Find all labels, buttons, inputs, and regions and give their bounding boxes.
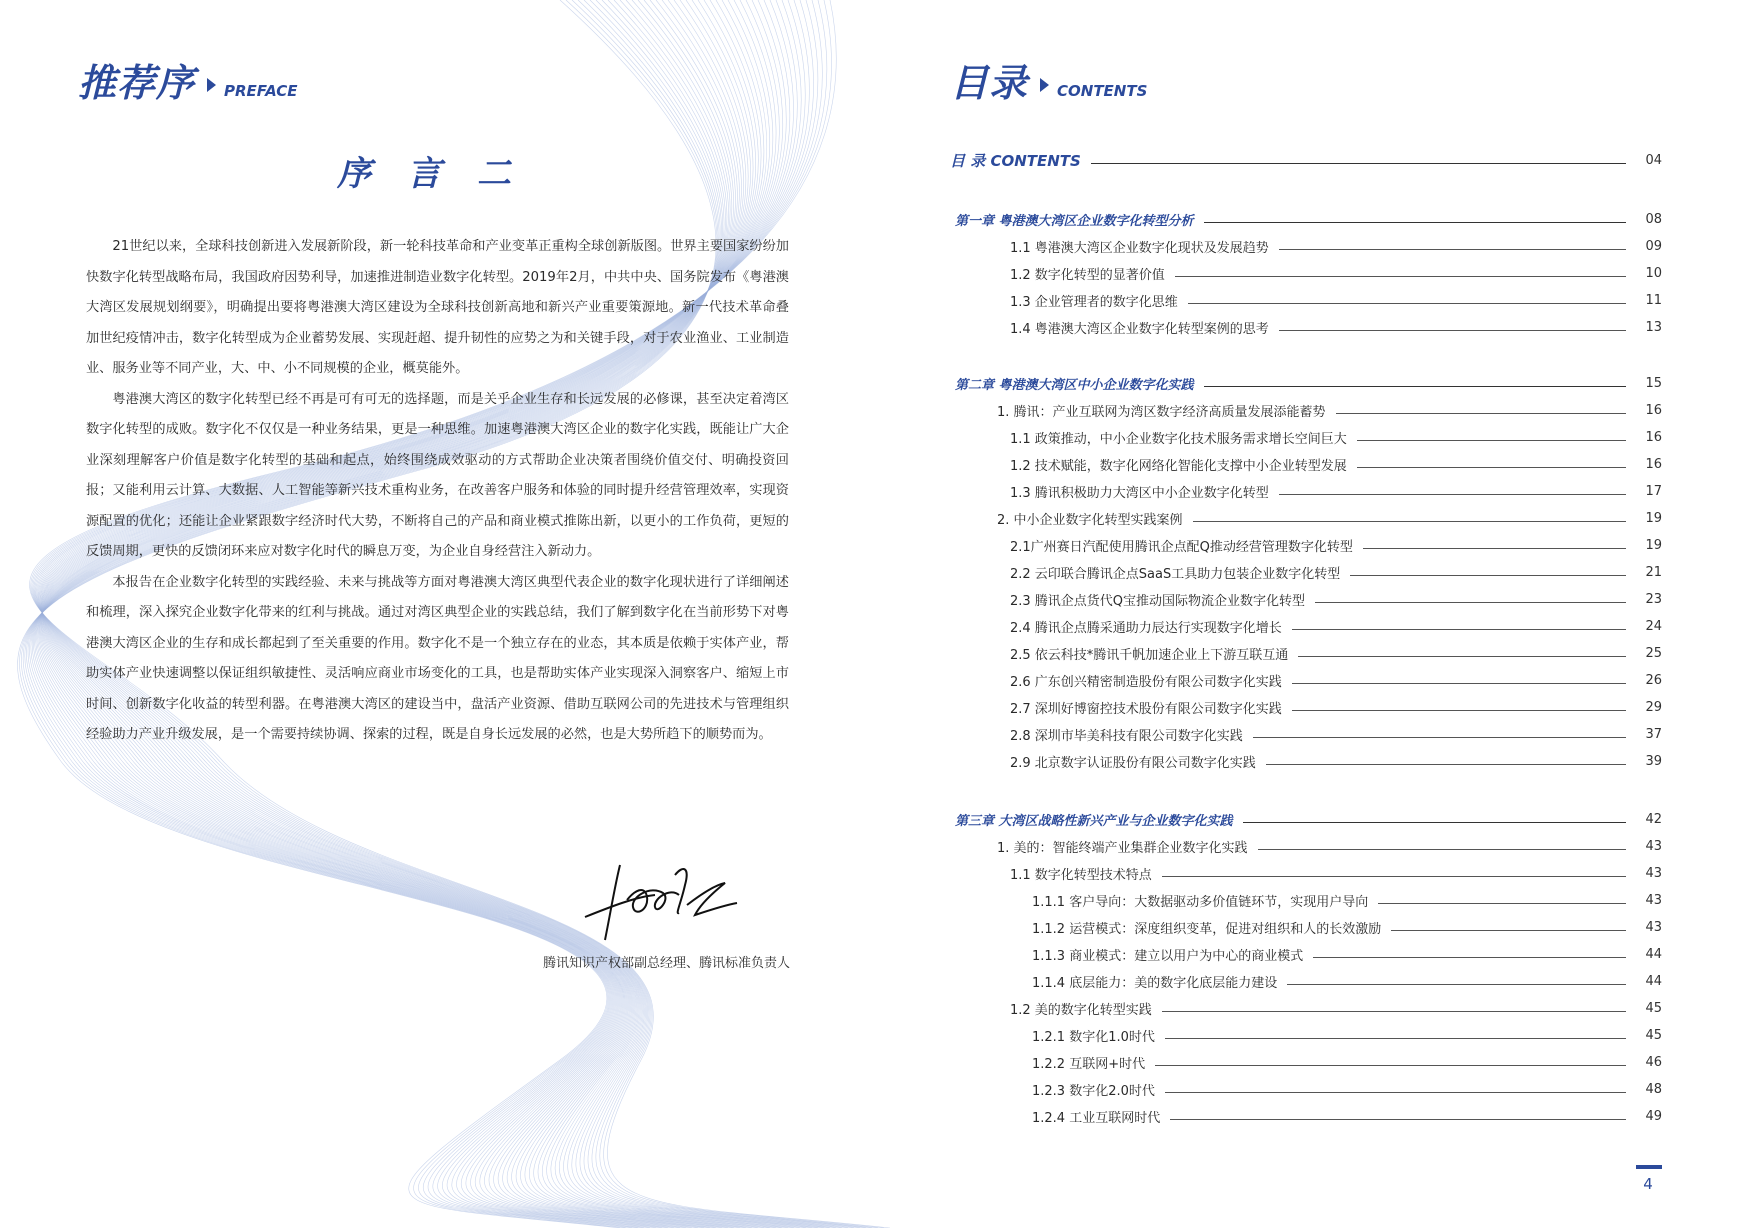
toc-entry[interactable] bbox=[950, 695, 1662, 719]
toc-entry[interactable] bbox=[950, 996, 1662, 1020]
preface-title: 序 言 二 bbox=[337, 154, 523, 194]
handwritten-signature bbox=[575, 855, 745, 945]
toc-entry-page: 48 bbox=[1645, 1081, 1662, 1097]
toc-leader-line bbox=[1188, 303, 1626, 304]
toc-entry[interactable] bbox=[950, 1077, 1662, 1101]
toc-entry-page: 09 bbox=[1645, 238, 1662, 254]
toc-entry-label: 1.2.1 数字化1.0时代 bbox=[1032, 1029, 1155, 1045]
toc-entry[interactable] bbox=[950, 722, 1662, 746]
toc-leader-line bbox=[1204, 222, 1626, 223]
toc-entry-label: 2.2 云印联合腾讯企点SaaS工具助力包装企业数字化转型 bbox=[1010, 566, 1341, 582]
toc-entry[interactable] bbox=[950, 1050, 1662, 1074]
toc-leader-line bbox=[1175, 276, 1626, 277]
toc-entry-page: 43 bbox=[1645, 865, 1662, 881]
toc-entry[interactable] bbox=[950, 807, 1662, 831]
toc-entry-label: 1.1 粤港澳大湾区企业数字化现状及发展趋势 bbox=[1010, 240, 1269, 256]
preface-paragraph: 本报告在企业数字化转型的实践经验、未来与挑战等方面对粤港澳大湾区典型代表企业的数字化现状进行了详细阐述和梳理，深入探究企业数字化带来的红利与挑战。通过对湾区典型企业的实践总结，我们了解到数字化在当前形势下对粤港澳大湾区企业的生存和成长都起到了至关重要的作用。数字化不是一个独立存在的业态，其本质是依赖于实体产业，帮助实体产业快速调整以保证组织敏捷性、灵活响应商业市场变化的工具，也是帮助实体产业实现深入洞察客户、缩短上市时间、创新数字化收益的转型利器。在粤港澳大湾区的建设当中，盘活产业资源、借助互联网公司的先进技术与管理组织经验助力产业升级发展，是一个需要持续协调、探索的过程，既是自身长远发展的必然，也是大势所趋下的顺势而为。 bbox=[86, 574, 789, 742]
toc-entry-page: 46 bbox=[1645, 1054, 1662, 1070]
toc-entry-label: 1.4 粤港澳大湾区企业数字化转型案例的思考 bbox=[1010, 321, 1269, 337]
toc-entry[interactable] bbox=[950, 861, 1662, 885]
toc-leader-line bbox=[1170, 1119, 1626, 1120]
toc-entry[interactable] bbox=[950, 506, 1662, 530]
toc-leader-line bbox=[1279, 330, 1626, 331]
toc-entry[interactable] bbox=[950, 207, 1662, 231]
toc-entry-label: 2.3 腾讯企点货代Q宝推动国际物流企业数字化转型 bbox=[1010, 593, 1306, 609]
toc-leader-line bbox=[1253, 737, 1626, 738]
toc-entry-page: 15 bbox=[1645, 375, 1662, 391]
toc-entry[interactable] bbox=[950, 834, 1662, 858]
toc-entry-page: 16 bbox=[1645, 456, 1662, 472]
signature-caption: 腾讯知识产权部副总经理、腾讯标准负责人 bbox=[542, 956, 790, 971]
toc-leader-line bbox=[1204, 386, 1626, 387]
toc-leader-line bbox=[1292, 629, 1626, 630]
toc-leader-line bbox=[1287, 984, 1626, 985]
toc-entry-page: 17 bbox=[1645, 483, 1662, 499]
toc-entry-label: 2.5 依云科技*腾讯千帆加速企业上下游互联互通 bbox=[1010, 647, 1289, 663]
toc-entry[interactable] bbox=[950, 668, 1662, 692]
contents-header-subtitle: CONTENTS bbox=[1057, 82, 1148, 100]
toc-entry-page: 43 bbox=[1645, 838, 1662, 854]
toc-entry[interactable] bbox=[950, 560, 1662, 584]
toc-entry-label: 目 录 CONTENTS bbox=[950, 151, 1081, 170]
toc-leader-line bbox=[1162, 876, 1626, 877]
toc-entry[interactable] bbox=[950, 614, 1662, 638]
toc-entry-page: 04 bbox=[1645, 152, 1662, 168]
toc-leader-line bbox=[1279, 249, 1626, 250]
toc-entry-page: 13 bbox=[1645, 319, 1662, 335]
toc-entry[interactable] bbox=[950, 1023, 1662, 1047]
toc-leader-line bbox=[1258, 849, 1626, 850]
toc-leader-line bbox=[1279, 494, 1626, 495]
toc-entry[interactable] bbox=[950, 533, 1662, 557]
preface-header-subtitle: PREFACE bbox=[224, 82, 298, 100]
toc-entry-page: 45 bbox=[1645, 1027, 1662, 1043]
toc-entry-label: 第二章 粤港澳大湾区中小企业数字化实践 bbox=[955, 377, 1194, 393]
toc-entry[interactable] bbox=[950, 479, 1662, 503]
play-triangle-icon bbox=[207, 78, 216, 92]
page-number-bar bbox=[1636, 1165, 1662, 1169]
toc-entry-page: 19 bbox=[1645, 537, 1662, 553]
toc-leader-line bbox=[1313, 957, 1626, 958]
toc-leader-line bbox=[1091, 163, 1626, 164]
preface-header-title: 推荐序 bbox=[78, 61, 196, 105]
toc-entry[interactable] bbox=[950, 425, 1662, 449]
toc-entry-label: 1. 美的：智能终端产业集群企业数字化实践 bbox=[997, 840, 1248, 856]
toc-entry-page: 44 bbox=[1645, 973, 1662, 989]
toc-entry-page: 19 bbox=[1645, 510, 1662, 526]
toc-entry-label: 2.8 深圳市毕美科技有限公司数字化实践 bbox=[1010, 728, 1243, 744]
toc-entry-label: 1.2.2 互联网+时代 bbox=[1032, 1056, 1146, 1072]
toc-entry-page: 08 bbox=[1645, 211, 1662, 227]
toc-entry-page: 11 bbox=[1645, 292, 1662, 308]
page-number: 4 bbox=[1643, 1175, 1653, 1193]
toc-entry-label: 1.2 技术赋能，数字化网络化智能化支撑中小企业转型发展 bbox=[1010, 458, 1347, 474]
toc-entry[interactable] bbox=[950, 888, 1662, 912]
toc-leader-line bbox=[1243, 822, 1626, 823]
toc-entry-label: 第一章 粤港澳大湾区企业数字化转型分析 bbox=[955, 213, 1194, 229]
toc-leader-line bbox=[1162, 1011, 1626, 1012]
contents-header-title: 目录 bbox=[950, 61, 1029, 105]
toc-entry-label: 1.1.3 商业模式：建立以用户为中心的商业模式 bbox=[1032, 948, 1304, 964]
toc-entry-page: 25 bbox=[1645, 645, 1662, 661]
toc-leader-line bbox=[1292, 710, 1626, 711]
toc-entry[interactable] bbox=[950, 1104, 1662, 1128]
toc-entry-label: 1.2.3 数字化2.0时代 bbox=[1032, 1083, 1155, 1099]
toc-entry[interactable] bbox=[950, 942, 1662, 966]
toc-entry-label: 1.2.4 工业互联网时代 bbox=[1032, 1110, 1161, 1126]
toc-entry-label: 1.1.4 底层能力：美的数字化底层能力建设 bbox=[1032, 975, 1278, 991]
toc-entry-page: 29 bbox=[1645, 699, 1662, 715]
toc-leader-line bbox=[1357, 440, 1626, 441]
toc-entry-label: 第三章 大湾区战略性新兴产业与企业数字化实践 bbox=[955, 813, 1233, 829]
toc-entry-label: 2.4 腾讯企点腾采通助力辰达行实现数字化增长 bbox=[1010, 620, 1282, 636]
toc-entry-label: 1.2 美的数字化转型实践 bbox=[1010, 1002, 1152, 1018]
preface-body bbox=[86, 232, 789, 751]
toc-entry-label: 2.1广州赛日汽配使用腾讯企点配Q推动经营管理数字化转型 bbox=[1010, 539, 1353, 555]
toc-entry-page: 45 bbox=[1645, 1000, 1662, 1016]
toc-entry-page: 37 bbox=[1645, 726, 1662, 742]
toc-entry-label: 1.1.1 客户导向：大数据驱动多价值链环节，实现用户导向 bbox=[1032, 894, 1369, 910]
toc-entry[interactable] bbox=[950, 288, 1662, 312]
toc-entry[interactable] bbox=[950, 641, 1662, 665]
toc-entry[interactable] bbox=[950, 915, 1662, 939]
preface-paragraph: 21世纪以来，全球科技创新进入发展新阶段，新一轮科技革命和产业变革正重构全球创新版图。世界主要国家纷纷加快数字化转型战略布局，我国政府因势利导，加速推进制造业数字化转型。2019年2月，中共中央、国务院发布《粤港澳大湾区发展规划纲要》，明确提出要将粤港澳大湾区建设为全球科技创新高地和新兴产业重要策源地。新一代技术革命叠加世纪疫情冲击，数字化转型成为企业蓄势发展、实现赶超、提升韧性的应势之为和关键手段，对于农业渔业、工业制造业、服务业等不同产业，大、中、小不同规模的企业，概莫能外。 bbox=[86, 239, 789, 376]
toc-entry-page: 16 bbox=[1645, 402, 1662, 418]
toc-leader-line bbox=[1165, 1038, 1626, 1039]
toc-entry[interactable] bbox=[950, 587, 1662, 611]
toc-entry-page: 10 bbox=[1645, 265, 1662, 281]
table-of-contents bbox=[950, 0, 1662, 1228]
toc-entry-label: 1.3 企业管理者的数字化思维 bbox=[1010, 294, 1178, 310]
toc-leader-line bbox=[1378, 903, 1626, 904]
toc-leader-line bbox=[1193, 521, 1626, 522]
toc-entry[interactable] bbox=[950, 148, 1662, 172]
toc-entry-label: 1.1 政策推动，中小企业数字化技术服务需求增长空间巨大 bbox=[1010, 431, 1347, 447]
toc-entry-label: 2.7 深圳好博窗控技术股份有限公司数字化实践 bbox=[1010, 701, 1282, 717]
toc-entry[interactable] bbox=[950, 969, 1662, 993]
toc-entry-page: 26 bbox=[1645, 672, 1662, 688]
toc-entry-page: 42 bbox=[1645, 811, 1662, 827]
toc-entry[interactable] bbox=[950, 371, 1662, 395]
toc-entry-page: 23 bbox=[1645, 591, 1662, 607]
toc-entry-label: 2. 中小企业数字化转型实践案例 bbox=[997, 512, 1183, 528]
toc-leader-line bbox=[1315, 602, 1626, 603]
toc-entry-label: 2.6 广东创兴精密制造股份有限公司数字化实践 bbox=[1010, 674, 1282, 690]
toc-entry-label: 2.9 北京数字认证股份有限公司数字化实践 bbox=[1010, 755, 1256, 771]
preface-paragraph: 粤港澳大湾区的数字化转型已经不再是可有可无的选择题，而是关乎企业生存和长远发展的必修课，甚至决定着湾区数字化转型的成败。数字化不仅仅是一种业务结果，更是一种思维。加速粤港澳大湾区企业的数字化实践，既能让广大企业深刻理解客户价值是数字化转型的基础和起点，始终围绕成效驱动的方式帮助企业决策者围绕价值交付、明确投资回报；又能利用云计算、大数据、人工智能等新兴技术重构业务，在改善客户服务和体验的同时提升经营管理效率，实现资源配置的优化；还能让企业紧跟数字经济时代大势，不断将自己的产品和商业模式推陈出新，以更小的工作负荷，更短的反馈周期，更快的反馈闭环来应对数字化时代的瞬息万变，为企业自身经营注入新动力。 bbox=[86, 391, 789, 559]
toc-entry-label: 1.1.2 运营模式：深度组织变革，促进对组织和人的长效激励 bbox=[1032, 921, 1382, 937]
toc-leader-line bbox=[1266, 764, 1626, 765]
toc-entry-page: 21 bbox=[1645, 564, 1662, 580]
toc-leader-line bbox=[1357, 467, 1626, 468]
toc-leader-line bbox=[1155, 1065, 1626, 1066]
toc-entry-page: 44 bbox=[1645, 946, 1662, 962]
toc-leader-line bbox=[1292, 683, 1626, 684]
toc-entry[interactable] bbox=[950, 261, 1662, 285]
toc-leader-line bbox=[1336, 413, 1626, 414]
toc-entry-page: 24 bbox=[1645, 618, 1662, 634]
toc-entry[interactable] bbox=[950, 234, 1662, 258]
toc-entry-page: 16 bbox=[1645, 429, 1662, 445]
toc-leader-line bbox=[1391, 930, 1626, 931]
toc-leader-line bbox=[1298, 656, 1626, 657]
toc-entry-label: 1.2 数字化转型的显著价值 bbox=[1010, 267, 1165, 283]
toc-entry-page: 39 bbox=[1645, 753, 1662, 769]
toc-entry-page: 43 bbox=[1645, 919, 1662, 935]
preface-header bbox=[78, 52, 298, 107]
toc-entry-page: 43 bbox=[1645, 892, 1662, 908]
toc-entry[interactable] bbox=[950, 749, 1662, 773]
toc-entry-label: 1.1 数字化转型技术特点 bbox=[1010, 867, 1152, 883]
toc-entry-page: 49 bbox=[1645, 1108, 1662, 1124]
toc-entry[interactable] bbox=[950, 315, 1662, 339]
toc-entry-label: 1. 腾讯：产业互联网为湾区数字经济高质量发展添能蓄势 bbox=[997, 404, 1326, 420]
toc-leader-line bbox=[1350, 575, 1626, 576]
toc-entry[interactable] bbox=[950, 452, 1662, 476]
toc-leader-line bbox=[1165, 1092, 1626, 1093]
toc-entry[interactable] bbox=[950, 398, 1662, 422]
toc-leader-line bbox=[1363, 548, 1626, 549]
toc-entry-label: 1.3 腾讯积极助力大湾区中小企业数字化转型 bbox=[1010, 485, 1269, 501]
